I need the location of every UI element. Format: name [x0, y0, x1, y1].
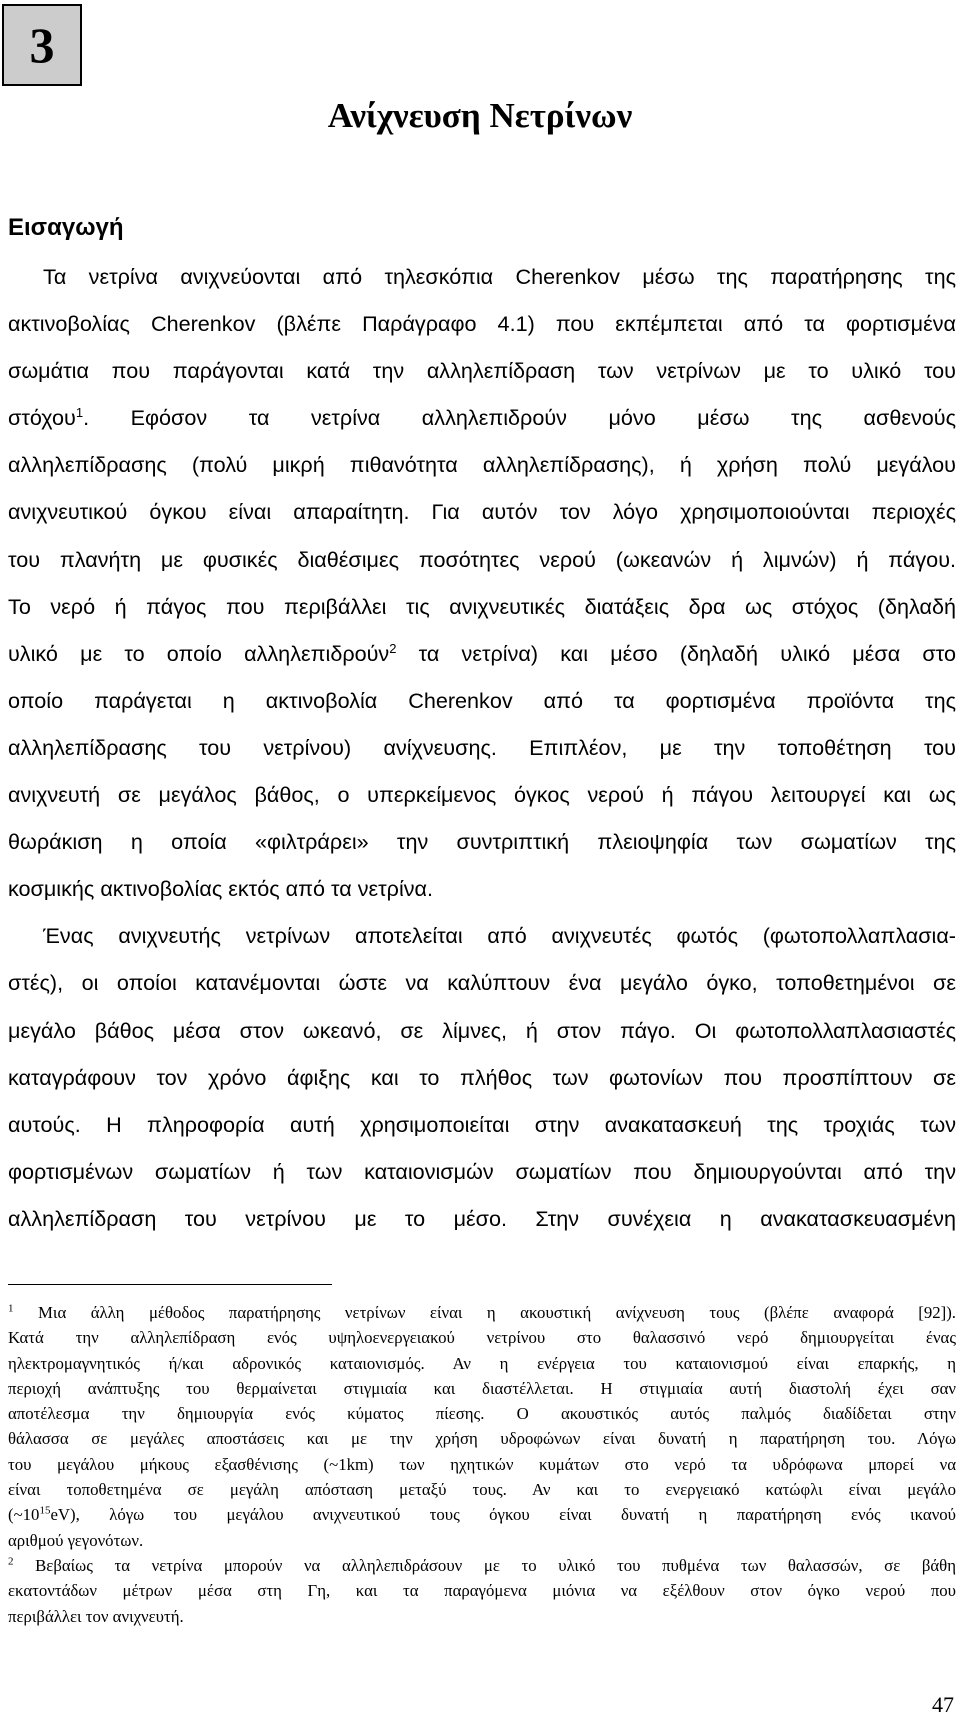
- body-text: αλληλεπίδραση του νετρίνου με το μέσο. Στην συνέχεια η ανακατασκευασμένη: [8, 1205, 956, 1231]
- chapter-title: Ανίχνευση Νετρίνων: [327, 96, 633, 135]
- body-line: [8, 536, 956, 583]
- footnote-line: [8, 1477, 956, 1502]
- footnote-text: Μια άλλη μέθοδος παρατήρησης νετρίνων είναι η ακουστική ανίχνευση τους (βλέπε αναφορά [92]).: [13, 1303, 956, 1322]
- footnote-line: [8, 1351, 956, 1376]
- body-text: θωράκιση η οποία «φιλτράρει» την συντριπτική πλειοψηφία των σωματίων της: [8, 829, 956, 855]
- body-line: [8, 253, 956, 300]
- body-text: αλληλεπίδρασης (πολύ μικρή πιθανότητα αλληλεπίδρασης), ή χρήση πολύ μεγάλου: [8, 452, 956, 478]
- footnote-line: [8, 1502, 956, 1527]
- body-line: [8, 677, 956, 724]
- body-line: [8, 724, 956, 771]
- footnote-marker: 1: [8, 1302, 14, 1315]
- footnote-line: [8, 1604, 956, 1629]
- footnote-text: Βεβαίως τα νετρίνα μπορούν να αλληλεπιδράσουν με το υλικό του πυθμένα των θαλασσών, σε βάθη: [13, 1555, 956, 1575]
- body-text: υλικό με το οποίο αλληλεπιδρούν: [8, 640, 390, 666]
- body-line: [8, 1195, 956, 1242]
- body-line: [8, 630, 956, 677]
- footnote-marker: 15: [39, 1504, 51, 1517]
- body-line: [8, 1054, 956, 1101]
- body-line: [8, 1148, 956, 1195]
- body-text: ανιχνευτικού όγκου είναι απαραίτητη. Για αυτόν τον λόγο χρησιμοποιούνται περιοχές: [8, 499, 956, 525]
- footnote-line: [8, 1300, 956, 1325]
- body-text: αλληλεπίδρασης του νετρίνου) ανίχνευσης. Επιπλέον, με την τοποθέτηση του: [8, 734, 956, 760]
- footnote-text: ηλεκτρομαγνητικός ή/και αδρονικός καταιονισμός. Αν η ενέργεια του καταιονισμού είναι επαρκής, η: [8, 1353, 956, 1373]
- body-line: [8, 818, 956, 865]
- page-number: 47: [932, 1692, 954, 1717]
- body-text: στόχου: [8, 405, 76, 431]
- body-text: στές), οι οποίοι κατανέμονται ώστε να καλύπτουν ένα μεγάλο όγκο, τοποθετημένοι σε: [8, 970, 956, 996]
- footnote-text: Κατά την αλληλεπίδραση ενός υψηλοενεργειακού νετρίνου στο θαλασσινό νερό δημιουργείται ένας: [8, 1328, 956, 1348]
- body-text: σωμάτια που παράγονται κατά την αλληλεπίδραση των νετρίνων με το υλικό του: [8, 358, 956, 384]
- footnote-text: περιοχή ανάπτυξης του θερμαίνεται στιγμιαία και διαστέλλεται. Η στιγμιαία αυτή διαστολή έχει σαν: [8, 1378, 956, 1398]
- body-line: [8, 441, 956, 488]
- body-line: [8, 912, 956, 959]
- footnote-text: εκατοντάδων μέτρων μέσα στη Γη, και τα παραγόμενα μιόνια να εξέλθουν στον όγκο νερού που: [8, 1581, 956, 1601]
- footnote-marker: 2: [389, 640, 397, 656]
- footnote-line: [8, 1401, 956, 1426]
- body-text: Το νερό ή πάγος που περιβάλλει τις ανιχνευτικές διατάξεις δρα ως στόχος (δηλαδή: [8, 593, 956, 619]
- footnote-separator: [8, 1284, 332, 1285]
- footnote-line: [8, 1325, 956, 1350]
- chapter-number: 3: [29, 17, 55, 73]
- body-line: [8, 771, 956, 818]
- footnote-text: του μεγάλου μήκους εξασθένισης (~1km) των ηχητικών κυμάτων στο νερό τα υδρόφωνα μπορεί να: [8, 1454, 956, 1474]
- footnote-line: [8, 1452, 956, 1477]
- footnote-text: (~10: [8, 1505, 40, 1525]
- body-text: οποίο παράγεται η ακτινοβολία Cherenkov από τα φορτισμένα προϊόντα της: [8, 687, 956, 713]
- footnote-line: [8, 1376, 956, 1401]
- footnote-text: είναι τοποθετημένα σε μεγάλη απόσταση μεταξύ τους. Αν και το ενεργειακό κατώφλι είναι μεγάλο: [8, 1480, 956, 1500]
- body-text: φορτισμένων σωματίων ή των καταιονισμών σωματίων που δημιουργούνται από την: [8, 1158, 956, 1184]
- body-text: . Εφόσον τα νετρίνα αλληλεπιδρούν μόνο μέσω της ασθενούς: [83, 405, 956, 431]
- body-line: [8, 488, 956, 535]
- footnote-text: αποτέλεσμα την δημιουργία ενός κύματος πίεσης. Ο ακουστικός αυτός παλμός διαδίδεται στην: [8, 1404, 956, 1424]
- body-text: Τα νετρίνα ανιχνεύονται από τηλεσκόπια Cherenkov μέσω της παρατήρησης της: [43, 264, 956, 289]
- footnote-marker: 1: [75, 405, 84, 421]
- body-line: [8, 865, 956, 912]
- footnote-text: θάλασσα σε μεγάλες αποστάσεις και με την χρήση υδροφώνων είναι δυνατή η παρατήρηση του. Λόγω: [8, 1429, 956, 1449]
- body-line: [8, 300, 956, 347]
- body-text: μεγάλο βάθος μέσα στον ωκεανό, σε λίμνες, ή στον πάγο. Οι φωτοπολλαπλασιαστές: [8, 1017, 956, 1043]
- footnote-line: [8, 1426, 956, 1451]
- body-text: τα νετρίνα) και μέσο (δηλαδή υλικό μέσα στο: [396, 640, 956, 666]
- body-line: [8, 583, 956, 630]
- footnote-line: [8, 1528, 956, 1553]
- body-text: κοσμικής ακτινοβολίας εκτός από τα νετρίνα.: [8, 876, 434, 902]
- body-line: [8, 1101, 956, 1148]
- footnote-line: [8, 1578, 956, 1603]
- section-heading: Εισαγωγή: [8, 214, 124, 241]
- footnote-line: [8, 1553, 956, 1578]
- footnote-text: αριθμού γεγονότων.: [8, 1530, 144, 1550]
- body-line: [8, 959, 956, 1006]
- body-text: ανιχνευτή σε μεγάλος βάθος, ο υπερκείμενος όγκος νερού ή πάγου λειτουργεί και ως: [8, 782, 956, 808]
- body-text: ακτινοβολίας Cherenkov (βλέπε Παράγραφο 4.1) που εκπέμπεται από τα φορτισμένα: [8, 311, 956, 337]
- footnote-marker: 2: [8, 1555, 14, 1568]
- chapter-number-box: [2, 4, 82, 86]
- body-text: αυτούς. Η πληροφορία αυτή χρησιμοποιείται στην ανακατασκευή της τροχιάς των: [8, 1111, 956, 1137]
- body-line: [8, 347, 956, 394]
- footnotes: [8, 1300, 956, 1629]
- footnote-text: eV), λόγω του μεγάλου ανιχνευτικού τους όγκου είναι δυνατή η παρατήρηση ενός ικανού: [50, 1505, 956, 1525]
- footnote-text: περιβάλλει τον ανιχνευτή.: [8, 1606, 184, 1626]
- body-line: [8, 394, 956, 441]
- body-text: του πλανήτη με φυσικές διαθέσιμες ποσότητες νερού (ωκεανών ή λιμνών) ή πάγου.: [8, 546, 956, 572]
- body-text: Ένας ανιχνευτής νετρίνων αποτελείται από ανιχνευτές φωτός (φωτοπολλαπλασια-: [43, 923, 956, 949]
- body-text: καταγράφουν τον χρόνο άφιξης και το πλήθος των φωτονίων που προσπίπτουν σε: [8, 1064, 956, 1090]
- body-line: [8, 1007, 956, 1054]
- body-text: [8, 253, 956, 1242]
